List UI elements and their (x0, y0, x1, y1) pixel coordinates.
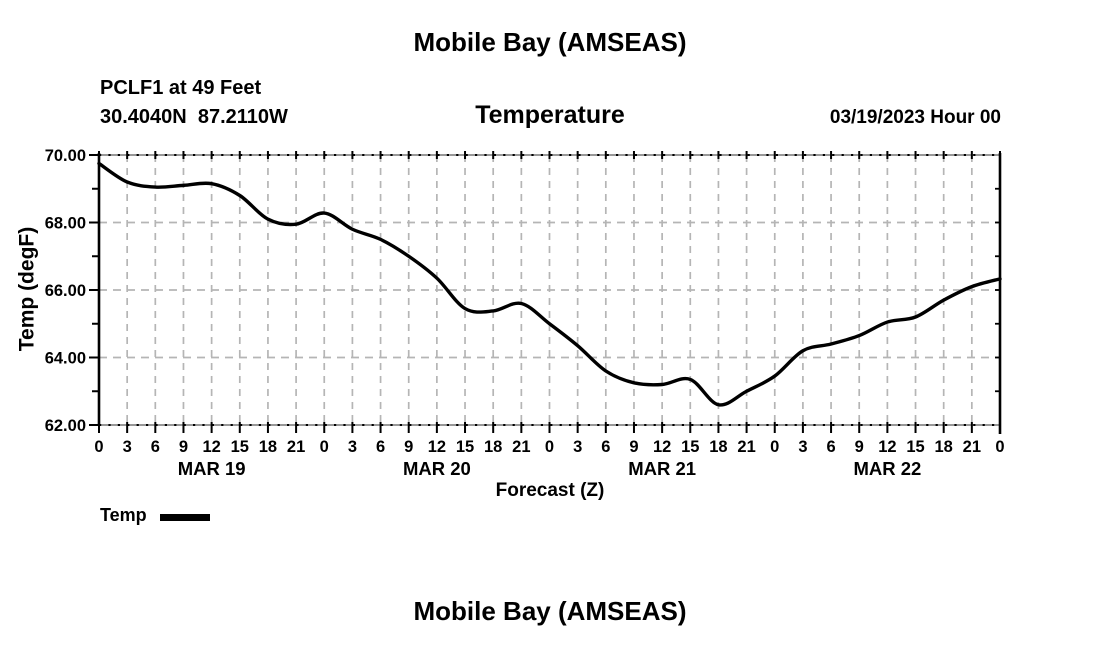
svg-text:MAR 22: MAR 22 (853, 458, 922, 479)
svg-text:21: 21 (286, 438, 306, 456)
svg-text:6: 6 (601, 438, 611, 456)
station-coordinates: 30.4040N 87.2110W (100, 106, 288, 128)
y-axis-title: Temp (degF) (15, 226, 39, 352)
svg-text:3: 3 (347, 438, 357, 456)
svg-text:3: 3 (798, 438, 808, 456)
svg-text:0: 0 (995, 438, 1005, 456)
svg-text:MAR 19: MAR 19 (177, 458, 246, 479)
forecast-datetime: 03/19/2023 Hour 00 (829, 107, 1001, 128)
svg-text:21: 21 (737, 438, 756, 456)
svg-text:9: 9 (178, 438, 189, 456)
svg-text:68.00: 68.00 (44, 214, 86, 233)
svg-text:18: 18 (484, 438, 503, 456)
chart-subtitle: Temperature (475, 101, 625, 129)
page-title: Mobile Bay (AMSEAS) (413, 27, 687, 57)
svg-text:15: 15 (906, 438, 925, 456)
svg-text:9: 9 (629, 438, 639, 456)
x-tick-labels (94, 438, 1004, 456)
svg-text:15: 15 (681, 438, 700, 456)
svg-text:6: 6 (375, 438, 386, 456)
svg-text:9: 9 (854, 438, 864, 456)
legend-line-swatch (160, 514, 210, 521)
svg-text:64.00: 64.00 (44, 349, 86, 368)
svg-text:12: 12 (652, 438, 672, 456)
svg-text:3: 3 (122, 438, 132, 456)
station-label: PCLF1 at 49 Feet (100, 77, 262, 99)
svg-text:18: 18 (934, 438, 953, 456)
svg-text:6: 6 (150, 438, 160, 456)
x-axis-title: Forecast (Z) (495, 480, 605, 501)
svg-text:18: 18 (709, 438, 728, 456)
svg-text:3: 3 (573, 438, 583, 456)
svg-text:0: 0 (94, 438, 104, 456)
svg-text:9: 9 (404, 438, 414, 456)
svg-text:6: 6 (826, 438, 836, 456)
svg-text:0: 0 (770, 438, 780, 456)
legend-label: Temp (100, 505, 147, 525)
legend (100, 505, 210, 526)
svg-text:12: 12 (202, 438, 221, 456)
svg-text:66.00: 66.00 (44, 282, 86, 300)
svg-text:0: 0 (319, 438, 329, 456)
svg-text:12: 12 (427, 438, 447, 456)
svg-text:MAR 20: MAR 20 (402, 458, 471, 479)
svg-text:18: 18 (258, 438, 278, 456)
svg-text:15: 15 (455, 438, 475, 456)
second-chart-title: Mobile Bay (AMSEAS) (413, 596, 687, 626)
svg-text:15: 15 (230, 438, 249, 456)
svg-text:62.00: 62.00 (44, 417, 86, 435)
svg-text:MAR 21: MAR 21 (628, 458, 697, 479)
svg-text:70.00: 70.00 (44, 147, 86, 165)
svg-text:0: 0 (544, 438, 555, 456)
x-day-labels (178, 458, 922, 479)
svg-text:21: 21 (512, 438, 531, 456)
y-tick-labels (45, 147, 86, 435)
svg-text:21: 21 (962, 438, 982, 456)
svg-text:12: 12 (878, 438, 897, 456)
